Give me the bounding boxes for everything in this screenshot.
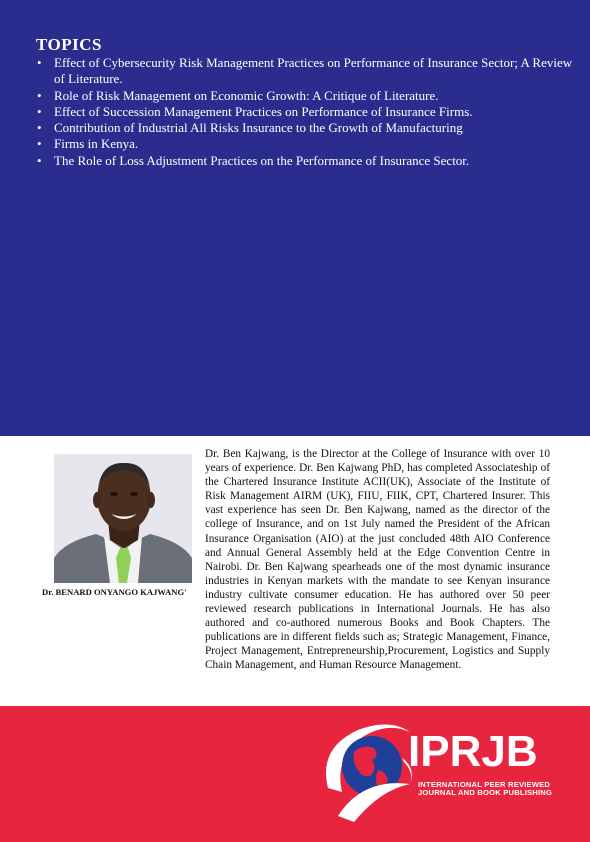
topic-text: Effect of Succession Management Practices on Performance of Insurance Firms. (54, 103, 473, 119)
topics-heading: TOPICS (36, 35, 102, 54)
author-caption: Dr. BENARD ONYANGO KAJWANG' (42, 587, 187, 597)
topic-text: The Role of Loss Adjustment Practices on the Performance of Insurance Sector. (54, 152, 470, 168)
author-photo (54, 454, 192, 583)
author-portrait-icon (54, 454, 192, 583)
topic-item (37, 120, 577, 136)
iprjb-wordmark: IPRJB (408, 727, 538, 776)
topic-item (37, 136, 577, 152)
topic-text: Contribution of Industrial All Risks Insurance to the Growth of Manufacturing (54, 120, 463, 136)
topic-item (37, 88, 577, 104)
topic-text: Firms in Kenya. (54, 136, 139, 152)
topics-list (37, 55, 577, 169)
bullet-icon: • (37, 152, 42, 168)
bullet-icon: • (37, 120, 42, 136)
author-bio: Dr. Ben Kajwang, is the Director at the College of Insurance with over 10 years of experience. Dr. Ben Kajwang PhD, has completed Associateship of the Chartered Insurance Institute ACII(UK), Associate of the Institute of Risk Management AIRM (UK), FIIU, FIIK, CPT, Chartered Insurer. This vast experience has seen Dr. Ben Kajwang, named as the director of the college of Insurance, and on 1st July named the President of the African Insurance Organisation (AIO) at the just concluded 48th AIO Conference and Annual General Assembly held at the Edge Convention Centre in Nairobi. Dr. Ben Kajwang spearheads one of the most dynamic insurance industries in Kenyan markets with the mandate to see Kenyan insurance industry cultivate consumer education. He has authored over 50 peer reviewed research publications in International Journals. He has also authored and co-authored numerous Books and Book Chapters. The publications are in different fields such as; Strategic Management, Finance, Project Management, Entrepreneurship,Procurement, Logistics and Supply Chain Management, and Human Resource Management. (205, 448, 550, 672)
topic-text: Role of Risk Management on Economic Growth: A Critique of Literature. (54, 87, 439, 103)
iprjb-tagline: INTERNATIONAL PEER REVIEWED JOURNAL AND BOOK PUBLISHING (418, 780, 553, 798)
topic-item (37, 55, 577, 88)
bullet-icon: • (37, 103, 42, 119)
bullet-icon: • (37, 136, 42, 152)
topic-item (37, 104, 577, 120)
topic-text: Effect of Cybersecurity Risk Management Practices on Performance of Insurance Sector; A Review of Literature. (54, 55, 573, 87)
bullet-icon: • (37, 55, 42, 70)
topic-item (37, 153, 577, 169)
bullet-icon: • (37, 87, 42, 103)
